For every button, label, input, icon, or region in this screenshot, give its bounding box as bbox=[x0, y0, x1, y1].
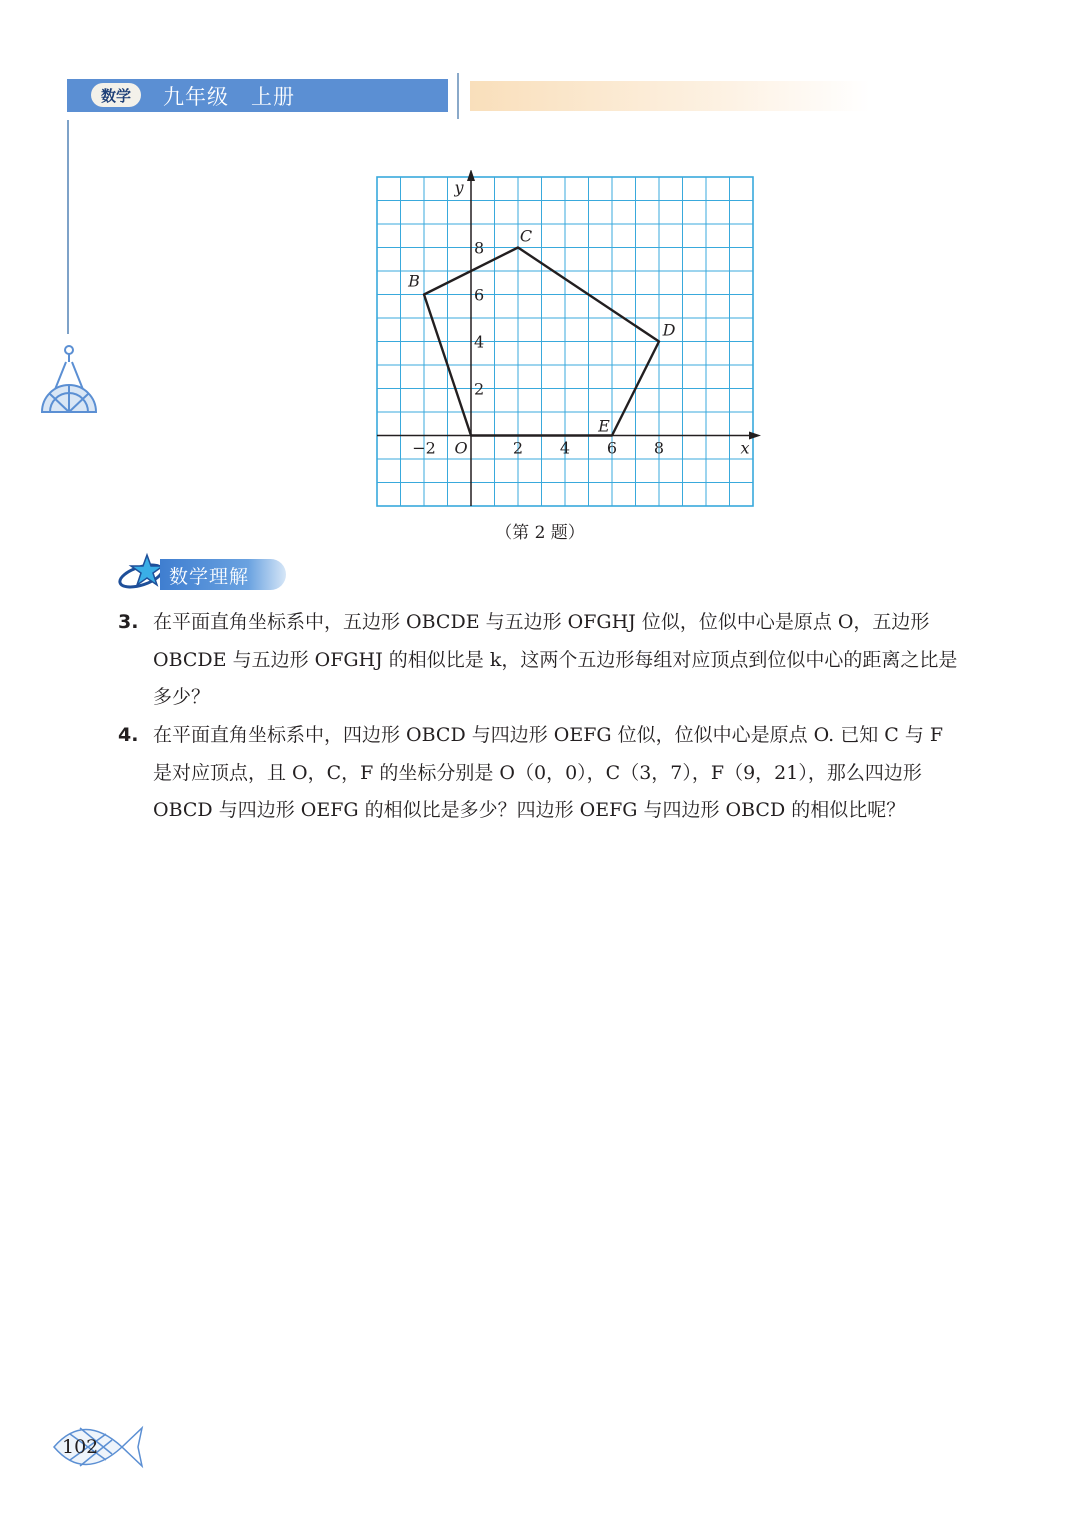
x-tick-label: 2 bbox=[512, 438, 524, 458]
y-axis-arrow bbox=[467, 170, 475, 181]
header-gradient-band bbox=[470, 81, 870, 111]
y-tick-label: 2 bbox=[474, 379, 485, 399]
x-axis-label: x bbox=[740, 438, 750, 458]
y-tick-label: 6 bbox=[474, 285, 485, 305]
margin-line bbox=[67, 120, 69, 334]
point-label-c: C bbox=[519, 226, 533, 246]
header-divider bbox=[457, 73, 459, 119]
y-axis-label: y bbox=[454, 178, 464, 197]
point-label-e: E bbox=[598, 416, 610, 436]
point-label-d: D bbox=[662, 320, 676, 340]
problem-4 bbox=[118, 717, 968, 830]
book-title: 九年级 上册 bbox=[163, 85, 295, 109]
y-tick-label: 8 bbox=[474, 238, 485, 258]
header-bar bbox=[67, 79, 448, 112]
x-tick-label: 6 bbox=[606, 438, 618, 458]
point-label-o: O bbox=[454, 438, 468, 458]
coordinate-figure bbox=[370, 170, 762, 514]
x-axis-arrow bbox=[749, 432, 761, 440]
figure-caption: （第 2 题） bbox=[495, 523, 585, 543]
problem-text: 在平面直角坐标系中，五边形 OBCDE 与五边形 OFGHJ 位似，位似中心是原点 O，五边形 OBCDE 与五边形 OFGHJ 的相似比是 k，这两个五边形每组对应顶点到位似中心的距离之比是多少？ bbox=[153, 611, 958, 708]
problem-number: 3. bbox=[118, 611, 139, 633]
problem-3 bbox=[118, 604, 968, 717]
problem-text: 在平面直角坐标系中，四边形 OBCD 与四边形 OEFG 位似，位似中心是原点 O. 已知 C 与 F 是对应顶点，且 O，C，F 的坐标分别是 O（0，0），C（3，7），F（9，21），那么四边形 OBCD 与四边形 OEFG 的相似比是多少？四边形 OEFG 与四边形 OBCD 的相似比呢？ bbox=[153, 724, 944, 821]
x-tick-label: −2 bbox=[412, 438, 436, 458]
compass-protractor-icon bbox=[38, 336, 100, 416]
x-tick-label: 8 bbox=[653, 438, 665, 458]
problem-number: 4. bbox=[118, 724, 139, 746]
subject-badge: 数学 bbox=[91, 83, 141, 107]
x-tick-label: 4 bbox=[559, 438, 571, 458]
point-label-b: B bbox=[408, 271, 420, 291]
y-tick-label: 4 bbox=[474, 332, 485, 352]
section-title: 数学理解 bbox=[169, 566, 250, 588]
page-number: 102 bbox=[62, 1436, 99, 1458]
